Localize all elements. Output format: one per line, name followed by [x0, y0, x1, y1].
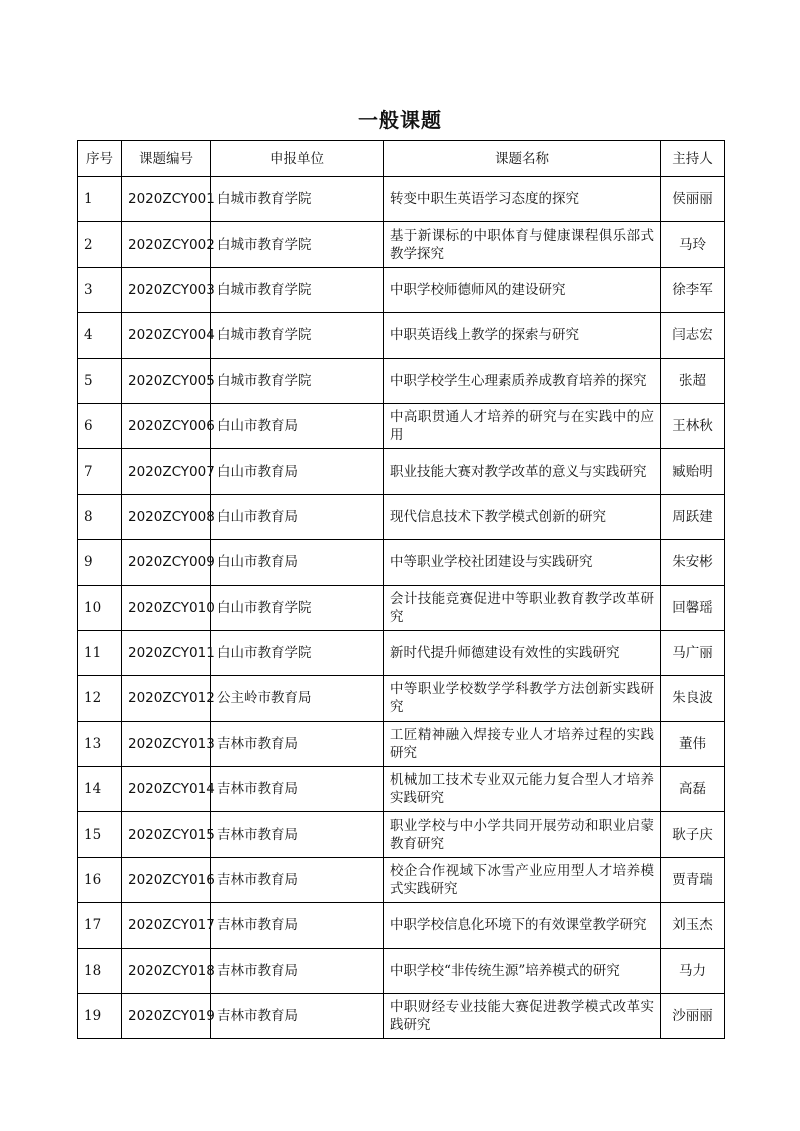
table-row — [78, 494, 725, 539]
cell-unit: 吉林市教育局 — [211, 948, 384, 993]
table-row — [78, 267, 725, 312]
table-row — [78, 540, 725, 585]
cell-code: 2020ZCY018 — [122, 948, 211, 993]
header-unit: 申报单位 — [211, 141, 384, 177]
header-row — [78, 141, 725, 177]
cell-project-name: 转变中职生英语学习态度的探究 — [384, 177, 661, 222]
cell-host: 周跃建 — [661, 494, 725, 539]
cell-project-name: 职业技能大赛对教学改革的意义与实践研究 — [384, 449, 661, 494]
cell-unit: 吉林市教育局 — [211, 903, 384, 948]
table-row — [78, 857, 725, 902]
cell-unit: 吉林市教育局 — [211, 857, 384, 902]
table-row — [78, 585, 725, 630]
cell-seq: 4 — [78, 313, 122, 358]
table-row — [78, 177, 725, 222]
cell-project-name: 中职学校学生心理素质养成教育培养的探究 — [384, 358, 661, 403]
cell-seq: 5 — [78, 358, 122, 403]
table-row — [78, 812, 725, 857]
cell-seq: 3 — [78, 267, 122, 312]
table-row — [78, 449, 725, 494]
cell-host: 朱良波 — [661, 676, 725, 721]
table-body — [78, 177, 725, 1039]
cell-project-name: 基于新课标的中职体育与健康课程俱乐部式教学探究 — [384, 222, 661, 267]
cell-unit: 白城市教育学院 — [211, 222, 384, 267]
cell-code: 2020ZCY010 — [122, 585, 211, 630]
header-seq: 序号 — [78, 141, 122, 177]
cell-unit: 吉林市教育局 — [211, 767, 384, 812]
cell-project-name: 职业学校与中小学共同开展劳动和职业启蒙教育研究 — [384, 812, 661, 857]
cell-unit: 白山市教育局 — [211, 403, 384, 448]
cell-host: 高磊 — [661, 767, 725, 812]
cell-code: 2020ZCY009 — [122, 540, 211, 585]
header-code: 课题编号 — [122, 141, 211, 177]
cell-unit: 吉林市教育局 — [211, 812, 384, 857]
table-row — [78, 630, 725, 675]
cell-host: 侯丽丽 — [661, 177, 725, 222]
cell-unit: 白城市教育学院 — [211, 313, 384, 358]
cell-code: 2020ZCY002 — [122, 222, 211, 267]
table-row — [78, 767, 725, 812]
cell-host: 张超 — [661, 358, 725, 403]
cell-seq: 8 — [78, 494, 122, 539]
cell-host: 回馨瑶 — [661, 585, 725, 630]
table-row — [78, 721, 725, 766]
cell-project-name: 新时代提升师德建设有效性的实践研究 — [384, 630, 661, 675]
cell-host: 耿子庆 — [661, 812, 725, 857]
cell-code: 2020ZCY011 — [122, 630, 211, 675]
cell-host: 王林秋 — [661, 403, 725, 448]
cell-seq: 10 — [78, 585, 122, 630]
cell-project-name: 中职财经专业技能大赛促进教学模式改革实践研究 — [384, 994, 661, 1039]
table-header — [78, 141, 725, 177]
cell-unit: 白城市教育学院 — [211, 177, 384, 222]
cell-code: 2020ZCY016 — [122, 857, 211, 902]
cell-seq: 7 — [78, 449, 122, 494]
cell-code: 2020ZCY001 — [122, 177, 211, 222]
cell-seq: 6 — [78, 403, 122, 448]
cell-project-name: 现代信息技术下教学模式创新的研究 — [384, 494, 661, 539]
cell-code: 2020ZCY006 — [122, 403, 211, 448]
cell-host: 徐李军 — [661, 267, 725, 312]
cell-seq: 17 — [78, 903, 122, 948]
cell-seq: 18 — [78, 948, 122, 993]
cell-unit: 白山市教育局 — [211, 494, 384, 539]
cell-host: 马力 — [661, 948, 725, 993]
table-row — [78, 358, 725, 403]
table-row — [78, 676, 725, 721]
cell-unit: 白山市教育学院 — [211, 585, 384, 630]
cell-host: 朱安彬 — [661, 540, 725, 585]
table-row — [78, 994, 725, 1039]
cell-host: 刘玉杰 — [661, 903, 725, 948]
cell-seq: 2 — [78, 222, 122, 267]
cell-host: 臧贻明 — [661, 449, 725, 494]
cell-unit: 白山市教育局 — [211, 540, 384, 585]
cell-code: 2020ZCY012 — [122, 676, 211, 721]
cell-code: 2020ZCY014 — [122, 767, 211, 812]
cell-seq: 16 — [78, 857, 122, 902]
cell-unit: 吉林市教育局 — [211, 721, 384, 766]
header-host: 主持人 — [661, 141, 725, 177]
table-row — [78, 313, 725, 358]
table-row — [78, 403, 725, 448]
cell-project-name: 中职学校师德师风的建设研究 — [384, 267, 661, 312]
cell-project-name: 会计技能竞赛促进中等职业教育教学改革研究 — [384, 585, 661, 630]
cell-code: 2020ZCY007 — [122, 449, 211, 494]
cell-unit: 公主岭市教育局 — [211, 676, 384, 721]
cell-host: 沙丽丽 — [661, 994, 725, 1039]
page-title: 一般课题 — [358, 108, 442, 132]
cell-project-name: 中职学校“非传统生源”培养模式的研究 — [384, 948, 661, 993]
cell-project-name: 中高职贯通人才培养的研究与在实践中的应用 — [384, 403, 661, 448]
cell-seq: 1 — [78, 177, 122, 222]
project-table — [77, 140, 725, 1039]
cell-code: 2020ZCY008 — [122, 494, 211, 539]
cell-code: 2020ZCY019 — [122, 994, 211, 1039]
cell-seq: 9 — [78, 540, 122, 585]
cell-seq: 13 — [78, 721, 122, 766]
cell-host: 马玲 — [661, 222, 725, 267]
cell-seq: 19 — [78, 994, 122, 1039]
cell-code: 2020ZCY004 — [122, 313, 211, 358]
cell-host: 董伟 — [661, 721, 725, 766]
table-row — [78, 903, 725, 948]
cell-code: 2020ZCY005 — [122, 358, 211, 403]
cell-seq: 12 — [78, 676, 122, 721]
cell-unit: 吉林市教育局 — [211, 994, 384, 1039]
cell-project-name: 机械加工技术专业双元能力复合型人才培养实践研究 — [384, 767, 661, 812]
cell-seq: 15 — [78, 812, 122, 857]
cell-unit: 白城市教育学院 — [211, 267, 384, 312]
cell-unit: 白山市教育学院 — [211, 630, 384, 675]
cell-project-name: 工匠精神融入焊接专业人才培养过程的实践研究 — [384, 721, 661, 766]
cell-host: 马广丽 — [661, 630, 725, 675]
cell-code: 2020ZCY015 — [122, 812, 211, 857]
cell-seq: 14 — [78, 767, 122, 812]
cell-project-name: 校企合作视域下冰雪产业应用型人才培养模式实践研究 — [384, 857, 661, 902]
cell-unit: 白城市教育学院 — [211, 358, 384, 403]
cell-project-name: 中职英语线上教学的探索与研究 — [384, 313, 661, 358]
cell-project-name: 中职学校信息化环境下的有效课堂教学研究 — [384, 903, 661, 948]
cell-code: 2020ZCY017 — [122, 903, 211, 948]
cell-host: 贾青瑞 — [661, 857, 725, 902]
table-row — [78, 222, 725, 267]
table-row — [78, 948, 725, 993]
cell-unit: 白山市教育局 — [211, 449, 384, 494]
cell-seq: 11 — [78, 630, 122, 675]
cell-project-name: 中等职业学校数学学科教学方法创新实践研究 — [384, 676, 661, 721]
cell-project-name: 中等职业学校社团建设与实践研究 — [384, 540, 661, 585]
cell-code: 2020ZCY003 — [122, 267, 211, 312]
cell-code: 2020ZCY013 — [122, 721, 211, 766]
cell-host: 闫志宏 — [661, 313, 725, 358]
header-name: 课题名称 — [384, 141, 661, 177]
